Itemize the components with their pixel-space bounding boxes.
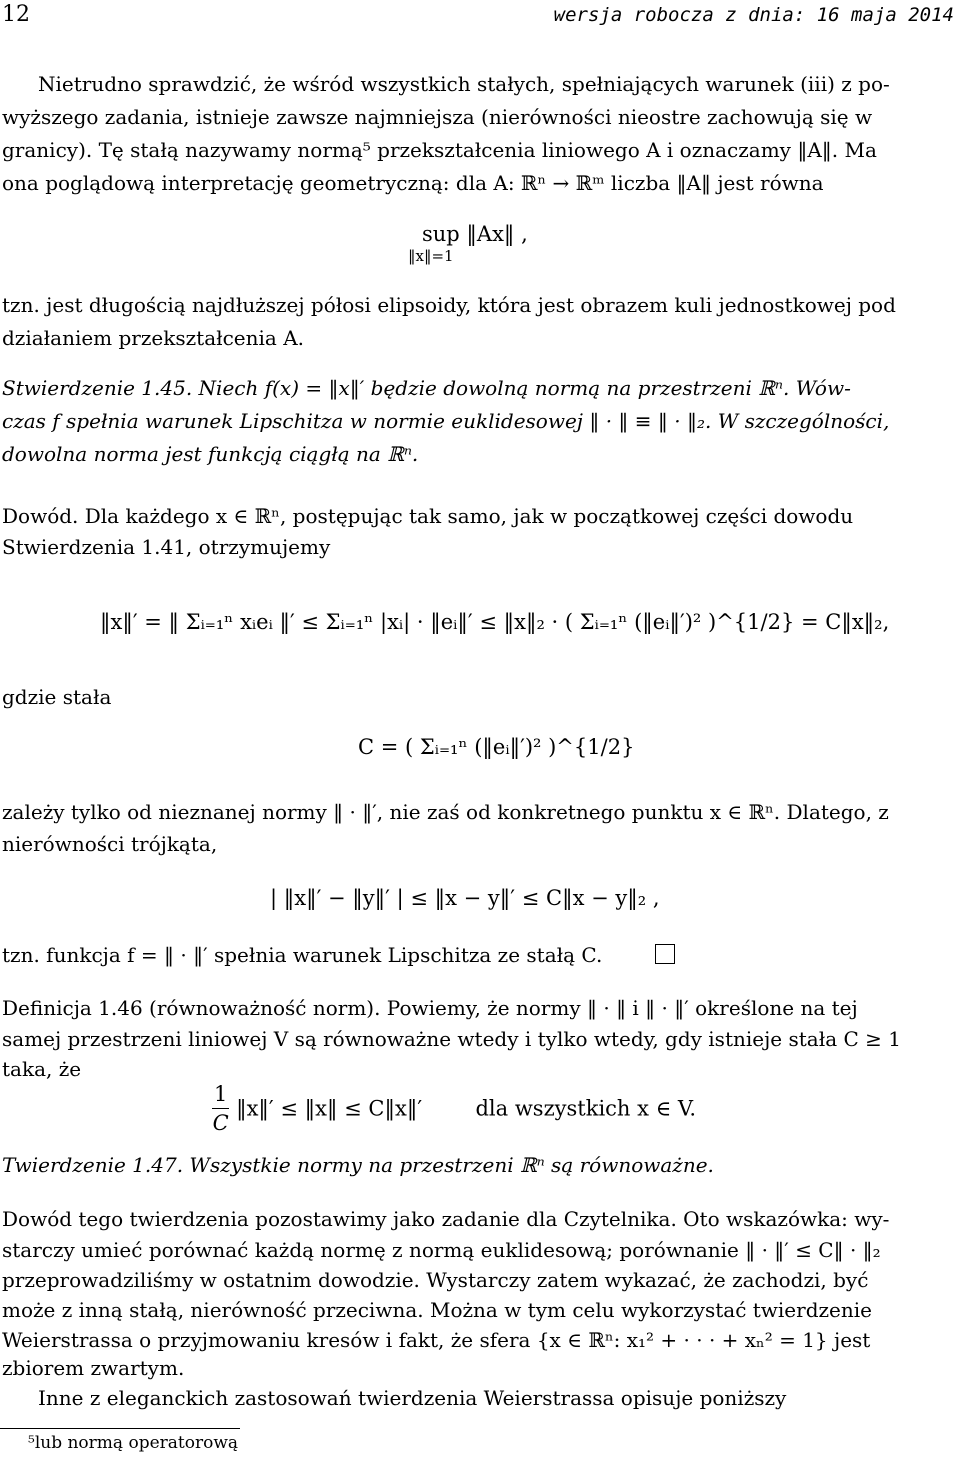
equation-triangle: | ‖x‖′ − ‖y‖′ | ≤ ‖x − y‖′ ≤ C‖x − y‖₂ , <box>270 886 660 910</box>
fraction <box>212 1080 229 1137</box>
text-line: Inne z eleganckich zastosowań twierdzenia Weierstrassa opisuje poniższy <box>38 1386 787 1410</box>
equation-constant-c: C = ( Σᵢ₌₁ⁿ (‖eᵢ‖′)² )^{1/2} <box>358 735 635 759</box>
text-line: gdzie stała <box>2 685 112 709</box>
text-line: Dowód tego twierdzenia pozostawimy jako zadanie dla Czytelnika. Oto wskazówka: wy- <box>2 1207 890 1231</box>
text-line: może z inną stałą, nierówność przeciwna. Można w tym celu wykorzystać twierdzenie <box>2 1298 872 1322</box>
footnote: ⁵lub normą operatorową <box>28 1433 239 1453</box>
text-line: czas f spełnia warunek Lipschitza w normie euklidesowej ‖ · ‖ ≡ ‖ · ‖₂. W szczególności, <box>2 409 890 433</box>
running-title: wersja robocza z dnia: 16 maja 2014 <box>553 4 954 26</box>
text-line: Stwierdzenie 1.45. Niech f(x) = ‖x‖′ będzie dowolną normą na przestrzeni ℝⁿ. Wów- <box>2 376 851 400</box>
page-number: 12 <box>2 2 30 27</box>
equation-quantifier: dla wszystkich x ∈ V. <box>475 1096 697 1121</box>
equation-norm-bound: ‖x‖′ = ‖ Σᵢ₌₁ⁿ xᵢeᵢ ‖′ ≤ Σᵢ₌₁ⁿ |xᵢ| · ‖eᵢ‖′ ≤ ‖x‖₂ · ( Σᵢ₌₁ⁿ (‖eᵢ‖′)² )^{1/2} = C‖x‖₂, <box>100 610 890 634</box>
equation-inequality: ‖x‖′ ≤ ‖x‖ ≤ C‖x‖′ <box>236 1096 423 1121</box>
text-line: tzn. jest długością najdłuższej półosi elipsoidy, która jest obrazem kuli jednostkowej pod <box>2 293 896 317</box>
equation-equivalence <box>212 1080 696 1137</box>
text-line <box>2 943 675 967</box>
fraction-numerator: 1 <box>212 1080 229 1109</box>
text-line: taka, że <box>2 1057 82 1081</box>
theorem-1-47: Twierdzenie 1.47. Wszystkie normy na przestrzeni ℝⁿ są równoważne. <box>2 1153 714 1177</box>
text-line: samej przestrzeni liniowej V są równoważne wtedy i tylko wtedy, gdy istnieje stała C ≥ 1 <box>2 1027 901 1051</box>
text-line: przeprowadziliśmy w ostatnim dowodzie. Wystarczy zatem wykazać, że zachodzi, być <box>2 1268 869 1292</box>
text-line: granicy). Tę stałą nazywamy normą⁵ przekształcenia liniowego A i oznaczamy ‖A‖. Ma <box>2 138 877 162</box>
text-line: Dowód. Dla każdego x ∈ ℝⁿ, postępując tak samo, jak w początkowej części dowodu <box>2 504 854 528</box>
text-line: ona poglądową interpretację geometryczną: dla A: ℝⁿ → ℝᵐ liczba ‖A‖ jest równa <box>2 171 824 195</box>
text-line: starczy umieć porównać każdą normę z normą euklidesową; porównanie ‖ · ‖′ ≤ C‖ · ‖₂ <box>2 1238 881 1262</box>
text-line: Definicja 1.46 (równoważność norm). Powiemy, że normy ‖ · ‖ i ‖ · ‖′ określone na tej <box>2 996 858 1020</box>
text-line: dowolna norma jest funkcją ciągłą na ℝⁿ. <box>2 442 419 466</box>
text-line: nierówności trójkąta, <box>2 832 218 856</box>
fraction-denominator: C <box>212 1111 229 1135</box>
equation-sup-main: sup ‖Ax‖ , <box>422 222 528 246</box>
text-line: Weierstrassa o przyjmowaniu kresów i fakt, że sfera {x ∈ ℝⁿ: x₁² + · · · + xₙ² = 1} jest <box>2 1328 871 1352</box>
text-line: Nietrudno sprawdzić, że wśród wszystkich stałych, spełniających warunek (iii) z po- <box>38 72 890 96</box>
text-line: wyższego zadania, istnieje zawsze najmniejsza (nierówności nieostre zachowują się w <box>2 105 873 129</box>
page-header <box>0 0 960 30</box>
text-line: Stwierdzenia 1.41, otrzymujemy <box>2 535 331 559</box>
equation-sup <box>422 222 528 246</box>
text-line: zbiorem zwartym. <box>2 1356 185 1380</box>
conclusion-text: tzn. funkcja f = ‖ · ‖′ spełnia warunek Lipschitza ze stałą C. <box>2 943 603 967</box>
footnote-rule <box>0 1428 240 1429</box>
text-line: zależy tylko od nieznanej normy ‖ · ‖′, nie zaś od konkretnego punktu x ∈ ℝⁿ. Dlatego, z <box>2 800 889 824</box>
equation-sup-subscript: ‖x‖=1 <box>408 247 454 265</box>
text-line: działaniem przekształcenia A. <box>2 326 305 350</box>
qed-box-icon <box>655 944 675 964</box>
